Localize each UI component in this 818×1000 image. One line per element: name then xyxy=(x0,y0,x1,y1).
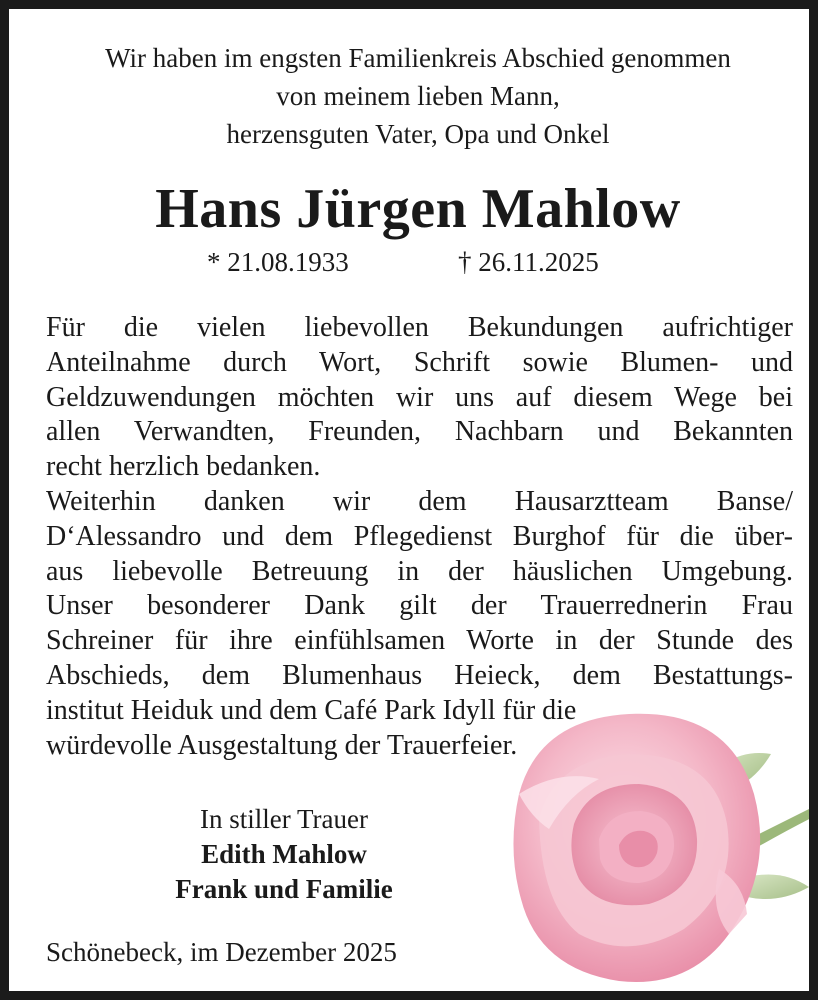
intro-text xyxy=(9,39,818,153)
body-line: Für die vielen liebevollen Bekundungen aufrichtiger xyxy=(46,312,793,343)
body-line: Weiterhin danken wir dem Hausarztteam Banse/ xyxy=(46,485,793,517)
body-line: Schreiner für ihre einfühlsamen Worte in der Stunde des xyxy=(46,625,793,657)
intro-line: Wir haben im engsten Familienkreis Abschied genommen xyxy=(105,43,731,73)
body-line: würdevolle Ausgestaltung der Trauerfeier. xyxy=(46,729,518,761)
body-line: Abschieds, dem Blumenhaus Heieck, dem Bestattungs- xyxy=(46,659,793,691)
signatory-name: Edith Mahlow xyxy=(201,839,367,869)
body-line: allen Verwandten, Freunden, Nachbarn und Bekannten xyxy=(46,416,793,448)
body-line: recht herzlich bedanken. xyxy=(46,451,321,483)
place-date: Schönebeck, im Dezember 2025 xyxy=(46,937,397,967)
death-date: † 26.11.2025 xyxy=(458,247,599,277)
body-line: Anteilnahme durch Wort, Schrift sowie Blumen- und xyxy=(46,346,793,378)
body-line: Geldzuwendungen möchten wir uns auf diesem Wege bei xyxy=(46,381,793,413)
body-line: Unser besonderer Dank gilt der Trauerrednerin Frau xyxy=(46,590,793,622)
thank-you-text xyxy=(46,311,793,763)
intro-line: herzensguten Vater, Opa und Onkel xyxy=(226,119,610,149)
signatory-family: Frank und Familie xyxy=(175,874,393,904)
deceased-name: Hans Jürgen Mahlow xyxy=(155,178,681,240)
mourning-phrase: In stiller Trauer xyxy=(200,804,368,834)
body-line: D‘Alessandro und dem Pflegedienst Burghof für die über- xyxy=(46,520,793,552)
body-line: institut Heiduk und dem Café Park Idyll für die xyxy=(46,694,577,726)
intro-line: von meinem lieben Mann, xyxy=(276,81,560,111)
signature-block xyxy=(109,802,459,907)
birth-date: * 21.08.1933 xyxy=(207,247,349,277)
body-line: aus liebevolle Betreuung in der häuslichen Umgebung. xyxy=(46,555,793,587)
